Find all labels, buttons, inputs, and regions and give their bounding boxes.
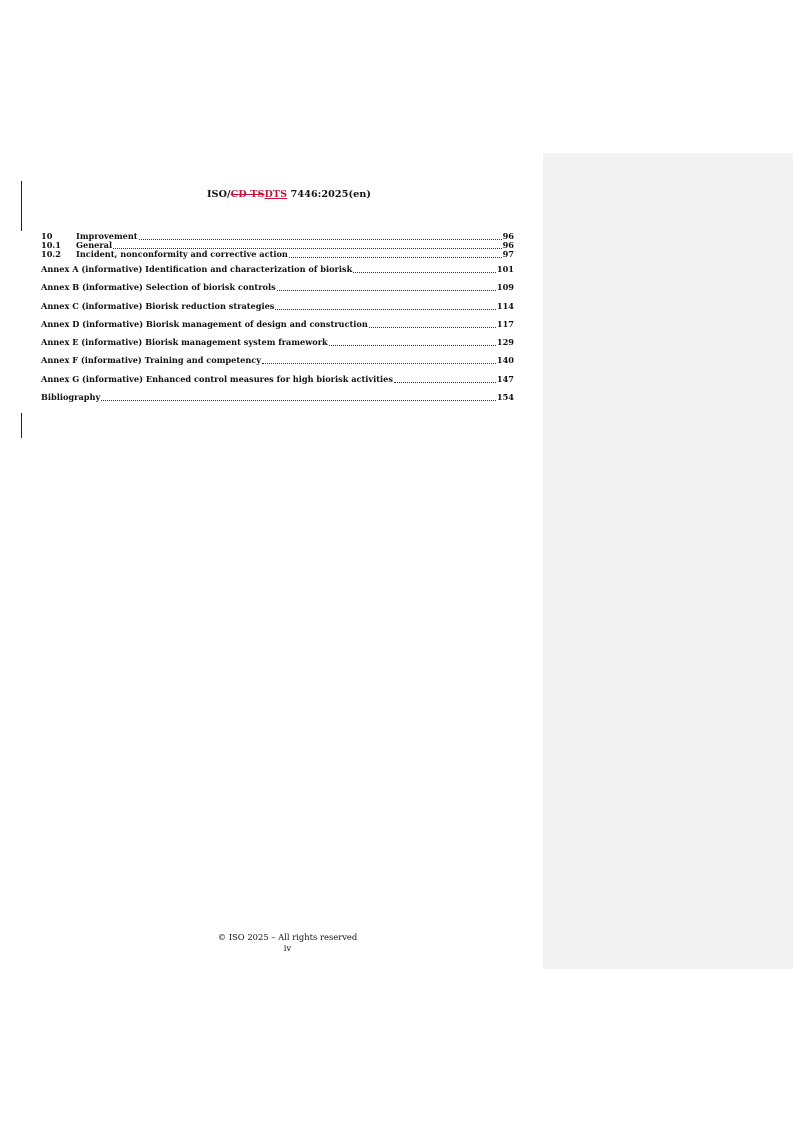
toc-entry-number: 10 <box>41 231 53 241</box>
toc-entry-page: 109 <box>496 282 514 293</box>
page-footer <box>0 932 575 954</box>
toc-entry-title: Annex E (informative) Biorisk management system framework <box>41 337 328 348</box>
document-header <box>0 189 578 200</box>
toc-entry-annex-e[interactable] <box>41 338 514 347</box>
toc-entry-annex-c[interactable] <box>41 302 514 311</box>
page-number: iv <box>283 943 292 953</box>
dot-leader <box>113 241 502 249</box>
toc-entry-10-2[interactable] <box>41 250 514 259</box>
toc-entry-annex-b[interactable] <box>41 283 514 292</box>
toc-entry-title: Improvement <box>76 231 138 241</box>
toc-entry-title: Annex D (informative) Biorisk management of design and construction <box>41 318 368 329</box>
toc-entry-title: General <box>76 240 113 250</box>
toc-entry-page: 96 <box>502 240 514 250</box>
header-deleted-text: CD TS <box>230 189 265 200</box>
toc-entry-number: 10.1 <box>41 240 61 250</box>
toc-entry-bibliography[interactable] <box>41 393 514 402</box>
change-bar-bottom <box>21 413 22 438</box>
toc-entry-title: Annex C (informative) Biorisk reduction strategies <box>41 300 275 311</box>
toc-entry-annex-d[interactable] <box>41 320 514 329</box>
toc-entry-page: 154 <box>496 392 514 403</box>
toc-entry-title: Annex F (informative) Training and competency <box>41 355 262 366</box>
toc-entry-number: 10.2 <box>41 249 61 259</box>
toc-entry-title: Incident, nonconformity and corrective action <box>76 249 288 259</box>
toc-entry-annex-a[interactable] <box>41 265 514 274</box>
dot-leader <box>353 265 496 273</box>
toc-entry-annex-g[interactable] <box>41 375 514 384</box>
dot-leader <box>277 283 496 291</box>
dot-leader <box>394 375 496 383</box>
dot-leader <box>329 338 496 346</box>
dot-leader <box>275 302 496 310</box>
toc-entry-title: Annex A (informative) Identification and characterization of biorisk <box>41 264 353 274</box>
toc-entry-page: 140 <box>496 355 514 366</box>
dot-leader <box>289 250 502 258</box>
header-suffix: 7446:2025(en) <box>287 189 372 200</box>
toc-entry-page: 97 <box>502 249 514 259</box>
table-of-contents <box>41 232 514 402</box>
header-inserted-text: DTS <box>264 189 288 200</box>
toc-entry-annex-f[interactable] <box>41 356 514 365</box>
dot-leader <box>262 356 496 364</box>
toc-entry-page: 114 <box>496 300 514 311</box>
toc-entry-page: 101 <box>496 264 514 274</box>
header-prefix: ISO/ <box>206 189 231 200</box>
toc-entry-page: 147 <box>496 373 514 384</box>
dot-leader <box>101 393 496 401</box>
toc-entry-title: Bibliography <box>41 392 101 403</box>
toc-entry-page: 96 <box>502 231 514 241</box>
copyright-notice: © ISO 2025 – All rights reserved <box>217 932 358 942</box>
dot-leader <box>139 232 502 240</box>
toc-entry-page: 117 <box>496 318 514 329</box>
comment-markup-pane <box>543 153 793 969</box>
dot-leader <box>369 320 496 328</box>
toc-entry-title: Annex B (informative) Selection of biorisk controls <box>41 282 276 293</box>
toc-entry-title: Annex G (informative) Enhanced control measures for high biorisk activities <box>41 373 393 384</box>
toc-entry-page: 129 <box>496 337 514 348</box>
